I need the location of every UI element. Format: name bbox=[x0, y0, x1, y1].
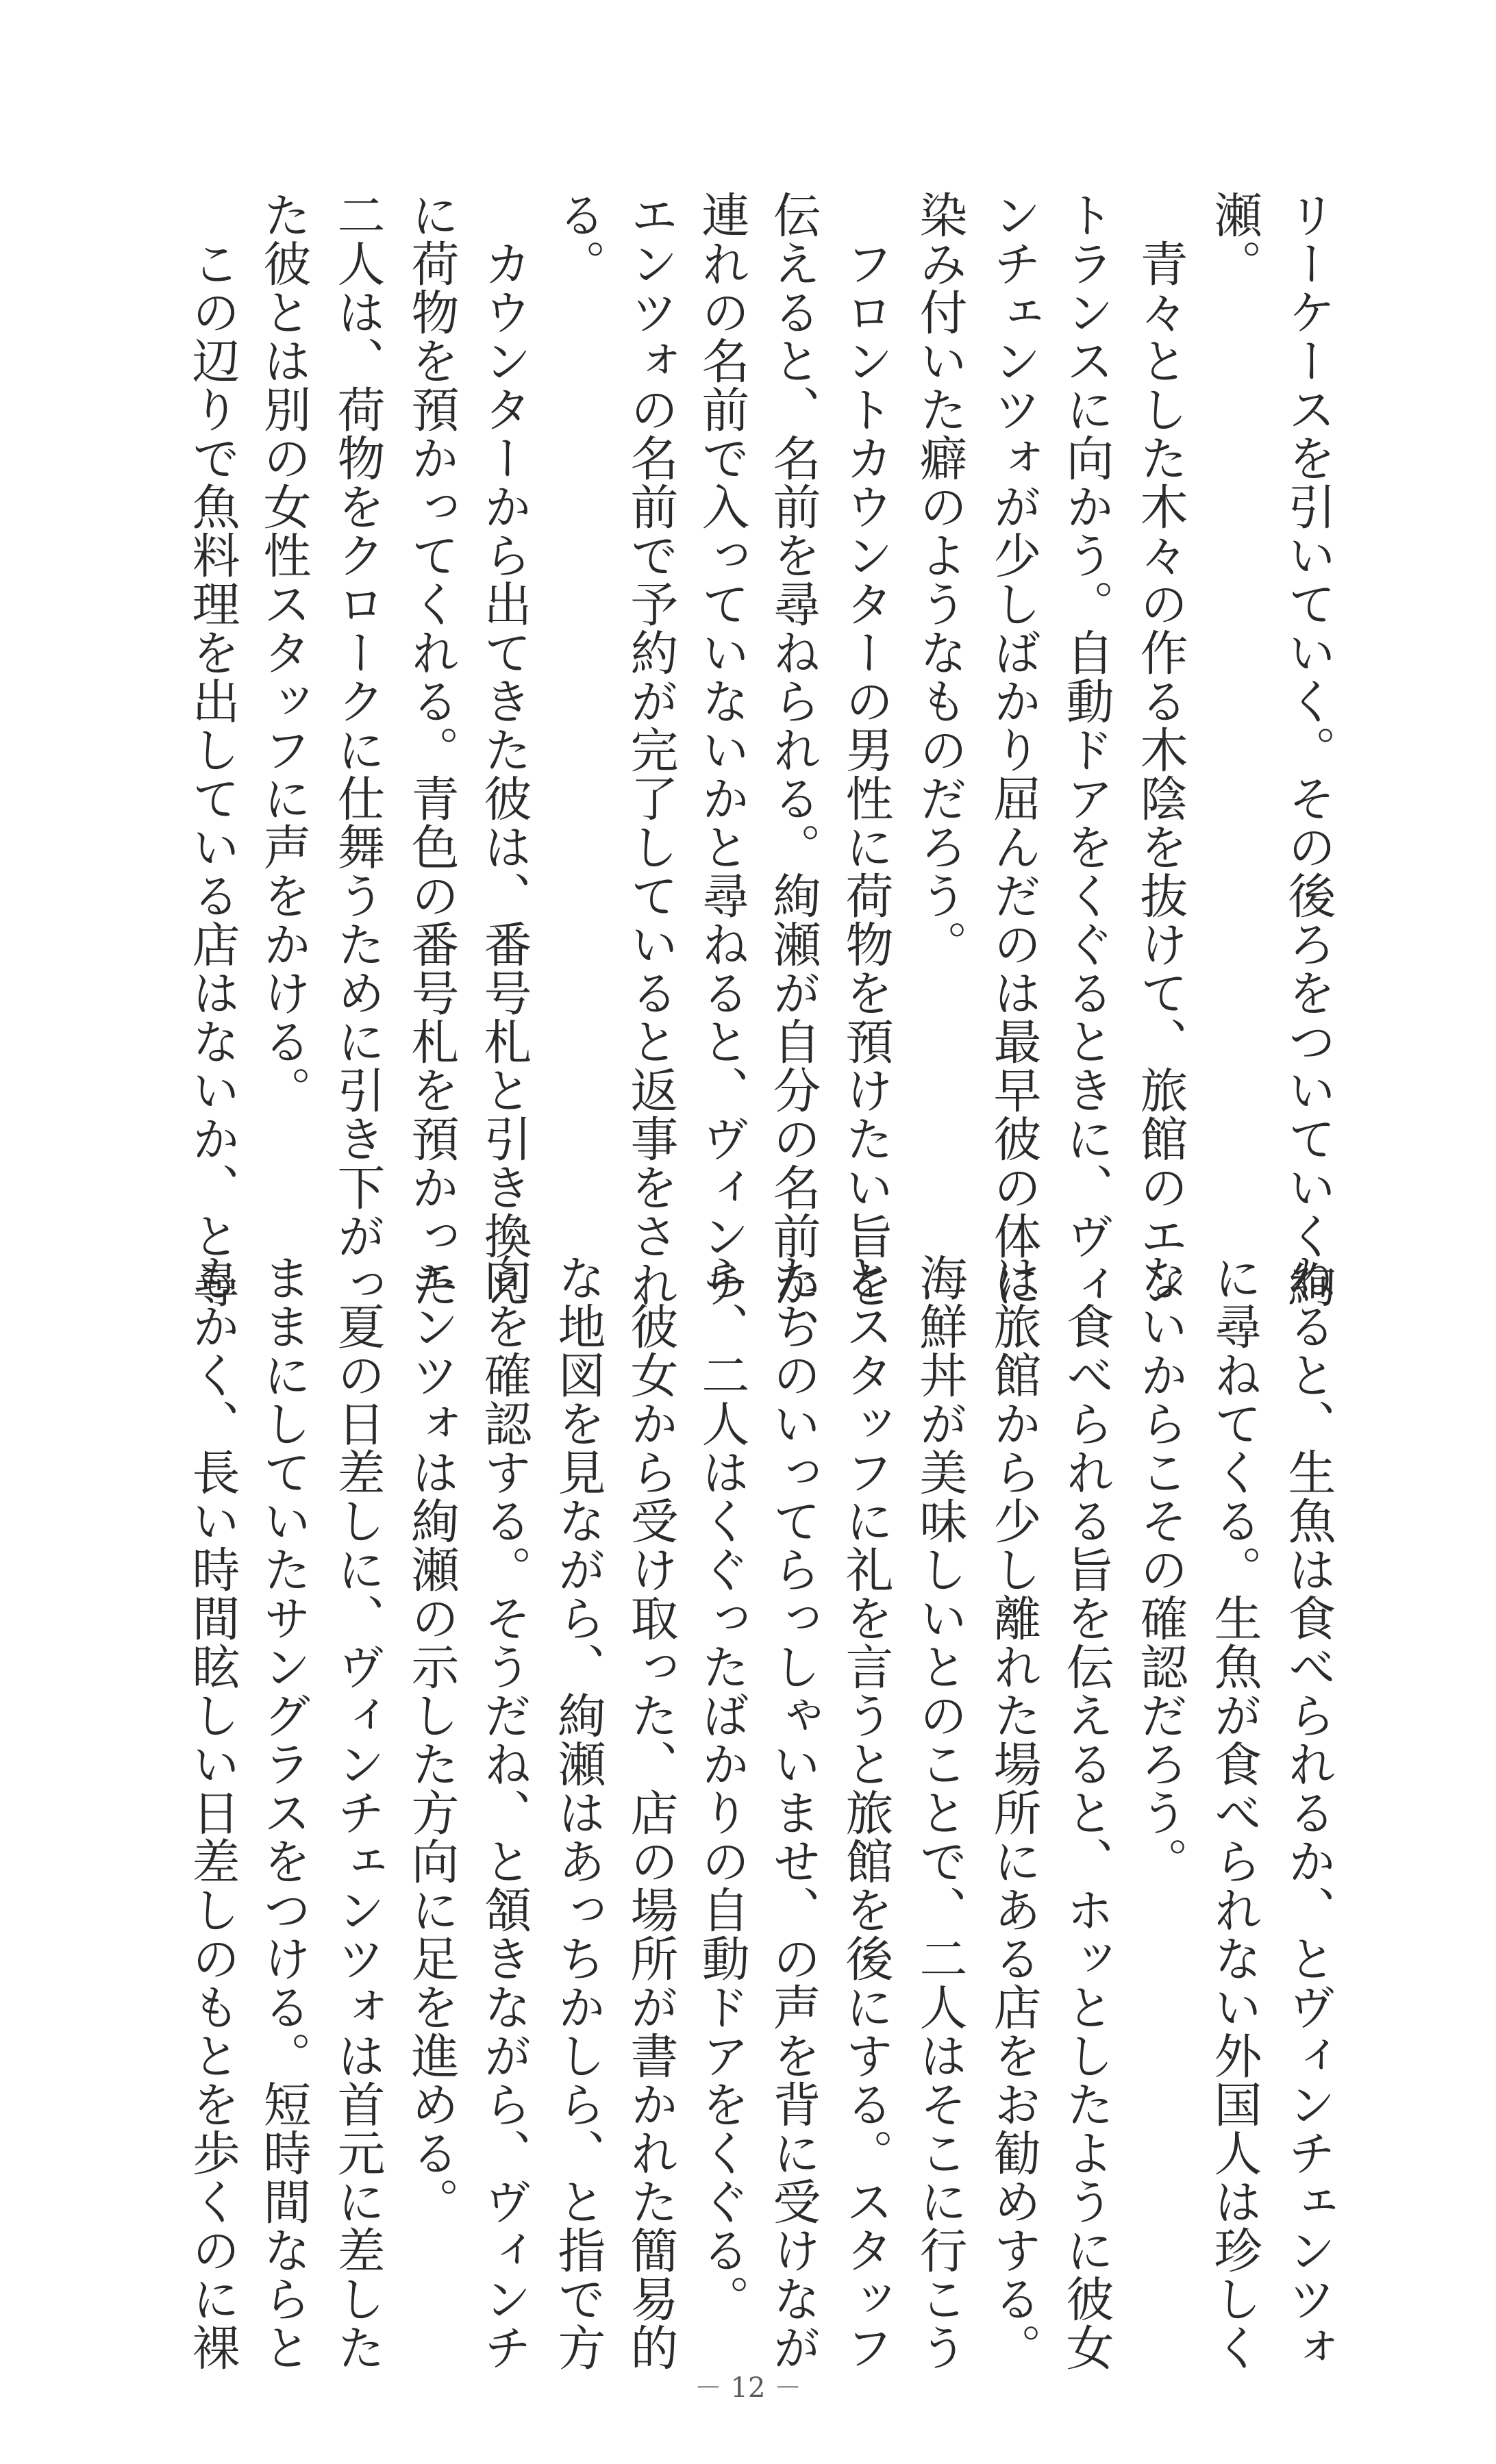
text-column: もかく、長い時間眩しい日差しのもとを歩くのに裸 bbox=[184, 1253, 240, 2372]
text-column: この辺りで魚料理を出している店はないか、と尋 bbox=[184, 190, 240, 1309]
text-column: 向を確認する。そうだね、と頷きながら、ヴィンチ bbox=[476, 1253, 532, 2372]
text-column: な地図を見ながら、絢瀬はあっちかしら、と指で方 bbox=[550, 1253, 606, 2372]
text-column: 夏の日差しに、ヴィンチェンツォは首元に差した bbox=[329, 1253, 386, 2372]
text-column: 染み付いた癖のようなものだろう。 bbox=[912, 190, 968, 968]
text-column: フロントカウンターの男性に荷物を預けたい旨を bbox=[838, 190, 894, 1309]
text-column: 彼女から受け取った、店の場所が書かれた簡易的 bbox=[623, 1253, 679, 2372]
text-column: 食べられる旨を伝えると、ホッとしたように彼女 bbox=[1058, 1253, 1114, 2372]
text-column: トランスに向かう。自動ドアをくぐるときに、ヴィ bbox=[1058, 190, 1114, 1309]
text-column: カウンターから出てきた彼は、番号札と引き換え bbox=[476, 190, 532, 1309]
page-number: － 12 － bbox=[694, 2372, 802, 2404]
text-column: 連れの名前で入っていないかと尋ねると、ヴィンチ bbox=[694, 190, 750, 1309]
text-column: ままにしていたサングラスをつける。短時間ならと bbox=[255, 1253, 312, 2372]
text-column: ないからこその確認だろう。 bbox=[1132, 1253, 1188, 1885]
text-column: ねると、生魚は食べられるか、とヴィンチェンツォ bbox=[1280, 1253, 1336, 2372]
text-column: に荷物を預かってくれる。青色の番号札を預かった bbox=[403, 190, 460, 1309]
text-column: 海鮮丼が美味しいとのことで、二人はそこに行こう bbox=[912, 1253, 968, 2372]
text-column: は旅館から少し離れた場所にある店をお勧めする。 bbox=[986, 1253, 1042, 2372]
text-column: 青々とした木々の作る木陰を抜けて、旅館のエン bbox=[1132, 190, 1188, 1309]
text-column: ら、二人はくぐったばかりの自動ドアをくぐる。 bbox=[694, 1253, 750, 2323]
text-column: 伝えると、名前を尋ねられる。絢瀬が自分の名前か、 bbox=[765, 190, 821, 1357]
text-column: ンチェンツォが少しばかり屈んだのは最早彼の体に bbox=[986, 190, 1042, 1309]
text-column: た彼とは別の女性スタッフに声をかける。 bbox=[255, 190, 312, 1114]
text-column: エンツォの名前で予約が完了していると返事をされ bbox=[623, 190, 679, 1309]
text-column: リーケースを引いていく。その後ろをついていく絢 bbox=[1280, 190, 1336, 1309]
text-column: エンツォは絢瀬の示した方向に足を進める。 bbox=[403, 1253, 460, 2226]
text-column: たちのいってらっしゃいませ、の声を背に受けなが bbox=[765, 1253, 821, 2372]
text-column: に尋ねてくる。生魚が食べられない外国人は珍しく bbox=[1206, 1253, 1262, 2372]
text-column: 瀬。 bbox=[1206, 190, 1262, 288]
text-column: とスタッフに礼を言うと旅館を後にする。スタッフ bbox=[838, 1253, 894, 2372]
text-column: 二人は、荷物をクロークに仕舞うために引き下がっ bbox=[329, 190, 386, 1309]
text-column: る。 bbox=[550, 190, 606, 288]
